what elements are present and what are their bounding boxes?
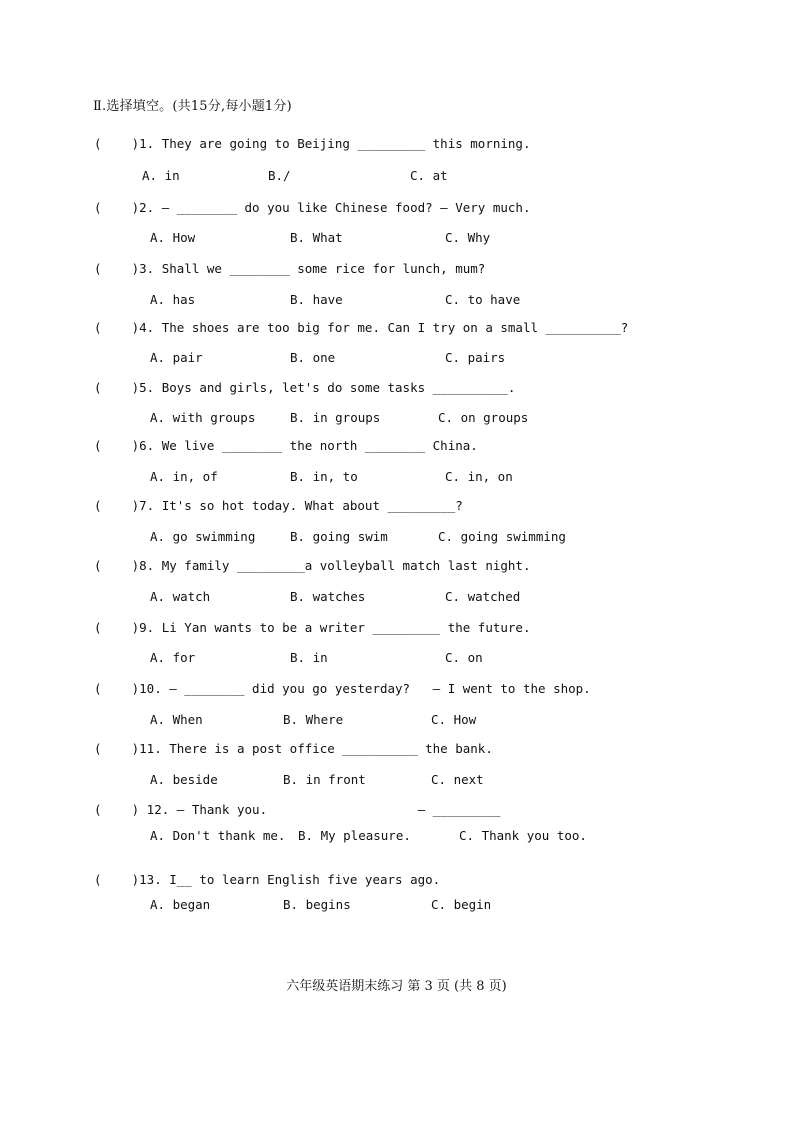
question-7-option-a: A. go swimming [150, 529, 256, 544]
question-10-option-b: B. Where [283, 712, 344, 727]
question-2-stem: ( )2. — ________ do you like Chinese food? — Very much. [94, 200, 531, 215]
question-6-stem: ( )6. We live ________ the north ________ China. [94, 438, 478, 453]
question-13-stem: ( )13. I__ to learn English five years ago. [94, 872, 441, 887]
question-5-option-a: A. with groups [150, 410, 256, 425]
question-7-option-c: C. going swimming [438, 529, 566, 544]
question-9-option-b: B. in [290, 650, 328, 665]
question-8-stem: ( )8. My family _________a volleyball match last night. [94, 558, 531, 573]
question-13-option-b: B. begins [283, 897, 351, 912]
question-10-stem: ( )10. — ________ did you go yesterday? — I went to the shop. [94, 681, 591, 696]
question-5-option-b: B. in groups [290, 410, 381, 425]
question-10-option-c: C. How [431, 712, 477, 727]
question-3-option-a: A. has [150, 292, 196, 307]
question-13-option-c: C. begin [431, 897, 492, 912]
question-12-stem: ( ) 12. — Thank you. — _________ [94, 802, 501, 817]
question-13-option-a: A. began [150, 897, 211, 912]
question-4-option-a: A. pair [150, 350, 203, 365]
question-11-option-b: B. in front [283, 772, 366, 787]
question-6-option-a: A. in, of [150, 469, 218, 484]
question-1-stem: ( )1. They are going to Beijing _________ this morning. [94, 136, 531, 151]
question-12-option-a: A. Don't thank me. [150, 828, 286, 843]
question-1-option-c: C. at [410, 168, 448, 183]
question-4-option-c: C. pairs [445, 350, 506, 365]
question-4-option-b: B. one [290, 350, 336, 365]
question-8-option-b: B. watches [290, 589, 366, 604]
question-6-option-c: C. in, on [445, 469, 513, 484]
question-9-option-a: A. for [150, 650, 196, 665]
question-3-option-c: C. to have [445, 292, 521, 307]
question-8-option-c: C. watched [445, 589, 521, 604]
question-10-option-a: A. When [150, 712, 203, 727]
question-11-stem: ( )11. There is a post office __________ the bank. [94, 741, 493, 756]
question-3-stem: ( )3. Shall we ________ some rice for lunch, mum? [94, 261, 486, 276]
question-9-option-c: C. on [445, 650, 483, 665]
question-2-option-a: A. How [150, 230, 196, 245]
question-6-option-b: B. in, to [290, 469, 358, 484]
question-1-option-a: A. in [142, 168, 180, 183]
question-8-option-a: A. watch [150, 589, 211, 604]
question-7-stem: ( )7. It's so hot today. What about _________? [94, 498, 463, 513]
question-5-option-c: C. on groups [438, 410, 529, 425]
question-3-option-b: B. have [290, 292, 343, 307]
question-5-stem: ( )5. Boys and girls, let's do some tasks __________. [94, 380, 516, 395]
question-12-option-c: C. Thank you too. [459, 828, 587, 843]
question-9-stem: ( )9. Li Yan wants to be a writer _________ the future. [94, 620, 531, 635]
question-11-option-c: C. next [431, 772, 484, 787]
page-footer: 六年级英语期末练习 第 3 页 (共 8 页) [286, 979, 507, 994]
question-4-stem: ( )4. The shoes are too big for me. Can I try on a small __________? [94, 320, 629, 335]
question-1-option-b: B./ [268, 168, 291, 183]
question-2-option-b: B. What [290, 230, 343, 245]
question-2-option-c: C. Why [445, 230, 491, 245]
question-11-option-a: A. beside [150, 772, 218, 787]
question-12-option-b: B. My pleasure. [298, 828, 411, 843]
question-7-option-b: B. going swim [290, 529, 388, 544]
section-title: Ⅱ.选择填空。(共15分,每小题1分) [93, 99, 292, 114]
